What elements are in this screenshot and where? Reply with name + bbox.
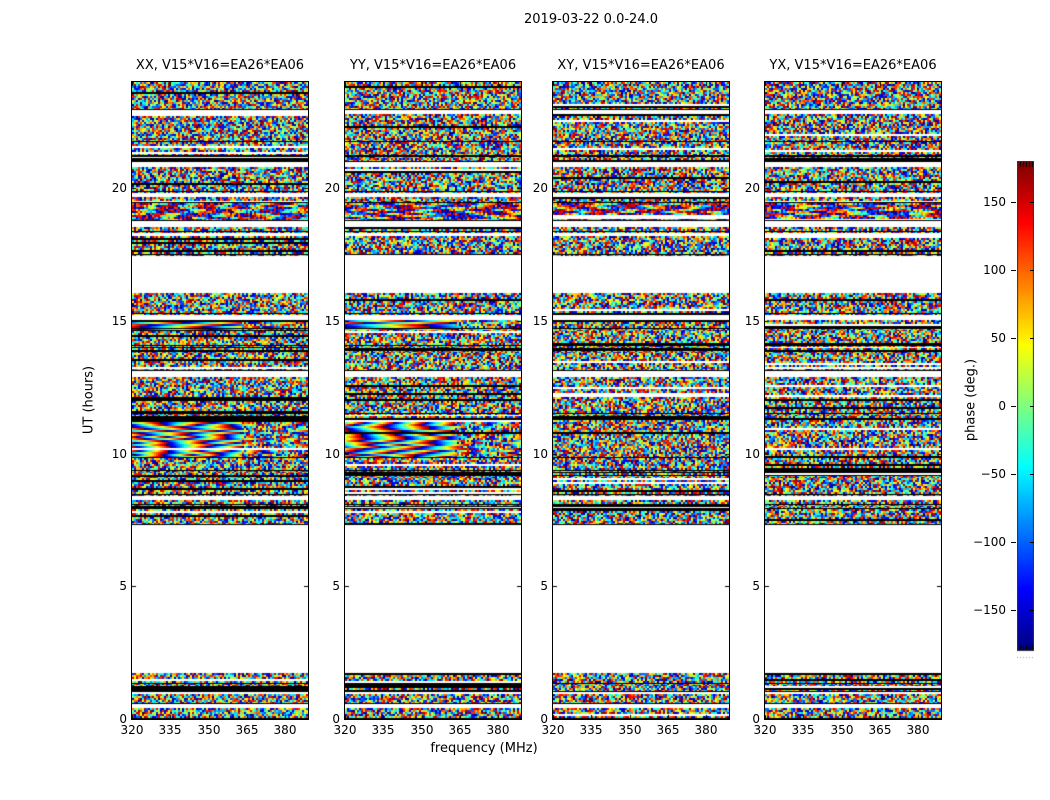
colorbar-tick-mark (1011, 202, 1016, 203)
y-tick-label: 0 (119, 712, 127, 726)
panel-title-xx: XX, V15*V16=EA26*EA06 (135, 58, 305, 73)
heatmap-panel-yy (345, 82, 521, 719)
y-tick-label: 0 (540, 712, 548, 726)
x-tick-label: 320 (120, 723, 144, 737)
colorbar-tick-mark (1030, 610, 1034, 611)
y-tick-label: 5 (332, 579, 340, 593)
x-tick-label: 350 (410, 723, 434, 737)
colorbar-tick-mark (1011, 270, 1016, 271)
panel-title-xy: XY, V15*V16=EA26*EA06 (557, 58, 725, 73)
x-tick-label: 335 (791, 723, 815, 737)
x-axis-label: frequency (MHz) (430, 741, 538, 756)
y-tick-label: 20 (111, 181, 127, 195)
colorbar-tick-label: 100 (983, 262, 1006, 277)
x-tick-label: 365 (868, 723, 892, 737)
y-tick-label: 10 (111, 447, 127, 461)
colorbar-tick-mark (1011, 542, 1016, 543)
colorbar-tick-mark (1030, 406, 1034, 407)
y-tick-label: 15 (532, 314, 548, 328)
colorbar-tick-mark (1011, 474, 1016, 475)
panel-title-yx: YX, V15*V16=EA26*EA06 (769, 58, 937, 73)
x-tick-label: 380 (906, 723, 930, 737)
colorbar-tick-mark (1011, 406, 1016, 407)
y-tick-label: 0 (752, 712, 760, 726)
y-tick-label: 20 (532, 181, 548, 195)
x-tick-label: 320 (753, 723, 777, 737)
colorbar-tick-label: 0 (998, 399, 1006, 413)
heatmap-panel-xx (132, 82, 308, 719)
y-tick-label: 0 (332, 712, 340, 726)
colorbar-tick-mark (1030, 542, 1034, 543)
y-tick-label: 5 (752, 579, 760, 593)
colorbar-tick-label: −50 (980, 467, 1006, 482)
x-tick-label: 365 (656, 723, 680, 737)
x-tick-label: 380 (694, 723, 718, 737)
y-tick-label: 5 (119, 579, 127, 593)
x-tick-label: 350 (830, 723, 854, 737)
y-tick-label: 20 (744, 181, 760, 195)
x-tick-label: 365 (235, 723, 259, 737)
x-tick-label: 320 (541, 723, 565, 737)
x-tick-label: 350 (618, 723, 642, 737)
colorbar (1017, 161, 1034, 663)
heatmap-panel-yx (765, 82, 941, 719)
x-tick-label: 320 (333, 723, 357, 737)
y-tick-label: 5 (540, 579, 548, 593)
colorbar-tick-label: −150 (973, 603, 1006, 618)
colorbar-tick-label: 50 (990, 330, 1006, 345)
colorbar-tick-label: −100 (973, 535, 1006, 550)
y-tick-label: 15 (324, 314, 340, 328)
y-tick-label: 10 (744, 447, 760, 461)
panel-title-yy: YY, V15*V16=EA26*EA06 (349, 58, 517, 73)
x-tick-label: 380 (486, 723, 510, 737)
y-tick-label: 15 (111, 314, 127, 328)
x-tick-label: 335 (158, 723, 182, 737)
y-tick-label: 20 (324, 181, 340, 195)
y-tick-label: 10 (532, 447, 548, 461)
colorbar-tick-mark (1030, 202, 1034, 203)
x-tick-label: 335 (579, 723, 603, 737)
x-tick-label: 350 (197, 723, 221, 737)
y-tick-label: 10 (324, 447, 340, 461)
colorbar-tick-mark (1030, 474, 1034, 475)
x-tick-label: 365 (448, 723, 472, 737)
colorbar-tick-mark (1011, 610, 1016, 611)
x-tick-label: 335 (371, 723, 395, 737)
colorbar-tick-label: 150 (983, 194, 1006, 209)
x-tick-label: 380 (273, 723, 297, 737)
y-axis-label: UT (hours) (81, 365, 97, 435)
colorbar-label: phase (deg.) (963, 358, 979, 442)
colorbar-tick-mark (1030, 338, 1034, 339)
heatmap-panel-xy (553, 82, 729, 719)
figure-title: 2019-03-22 0.0-24.0 (524, 12, 658, 27)
colorbar-tick-mark (1011, 338, 1016, 339)
colorbar-tick-mark (1030, 270, 1034, 271)
y-tick-label: 15 (744, 314, 760, 328)
